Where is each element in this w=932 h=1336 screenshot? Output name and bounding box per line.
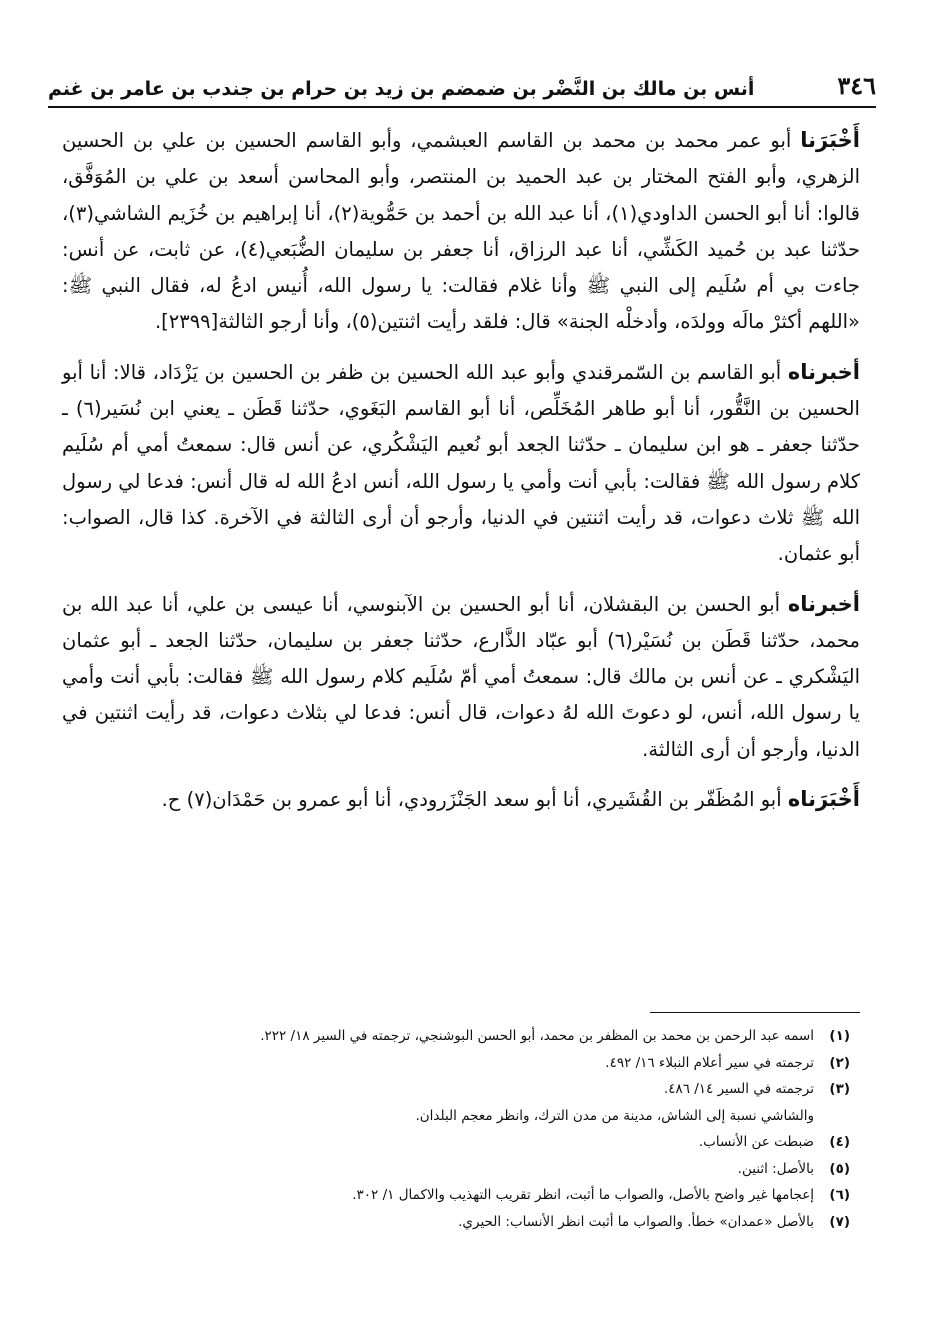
footnote-line: بالأصل «عمدان» خطأ. والصواب ما أثبت انظر الأنساب: الحيري.: [458, 1213, 814, 1230]
footnote-2: [62, 1050, 850, 1077]
footnote-line: بالأصل: اثنين.: [737, 1160, 814, 1177]
paragraph-body: أبو المُظَفّر بن القُشَيري، أنا أبو سعد الجَنْزَرودي، أنا أبو عمرو بن حَمْدَان(٧) ح.: [161, 788, 788, 812]
paragraph-lead: أخبرناه: [787, 359, 860, 384]
paragraph-lead: أَخْبَرَناه: [787, 787, 860, 812]
footnotes: [62, 1012, 860, 1235]
footnote-text: [62, 1129, 814, 1156]
paragraph-3: [62, 586, 860, 768]
paragraph-body: أبو عمر محمد بن محمد بن القاسم العبشمي، وأبو القاسم الحسين بن علي بن الحسين الزهري، وأبو الفتح المختار بن عبد الحميد بن المنتصر، وأبو المحاسن أسعد بن علي بن المُوَفَّق، قالوا: أنا أبو الحسن الداودي(١)، أنا عبد الله بن أحمد بن حَمُّوية(٢)، أنا إبراهيم بن خُزَيم الشاشي(٣)، حدّثنا عبد بن حُميد الكَشِّي، أنا عبد الرزاق، أنا جعفر بن سليمان الضُّبَعي(٤)، عن ثابت، عن أنس: جاءت بي أم سُلَيم إلى النبي ﷺ وأنا غلام فقالت: يا رسول الله، أُنيس ادعُ له، فقال النبي ﷺ: «اللهم أكثرْ مالَه وولدَه، وأدخلْه الجنة» قال: فلقد رأيت اثنتين(٥)، وأنا أرجو الثالثة[٢٣٩٩].: [62, 129, 860, 334]
footnote-divider: [650, 1012, 860, 1013]
footnote-text: [62, 1076, 814, 1129]
paragraph-2: [62, 354, 860, 573]
footnote-line: إعجامها غير واضح بالأصل، والصواب ما أثبت، انظر تقريب التهذيب والاكمال ١/ ٣٠٢.: [352, 1187, 814, 1203]
footnote-line: اسمه عبد الرحمن بن محمد بن المظفر بن محمد، أبو الحسن البوشنجي، ترجمته في السير ١٨/ ٢٢٢.: [260, 1028, 814, 1044]
paragraph-body: أبو القاسم بن السّمرقندي وأبو عبد الله الحسين بن ظفر بن الحسين بن يَزْدَاد، قالا: أنا أبو الحسين بن النَّقُّور، أنا أبو طاهر المُخَلِّص، أنا أبو القاسم البَغَوي، حدّثنا قَطَن ـ يعني ابن نُسَير(٦) ـ حدّثنا جعفر ـ هو ابن سليمان ـ حدّثنا الجعد أبو نُعيم اليَشْكُري، عن أنس قال: سمعتُ أمي أم سُلَيم كلام رسول الله ﷺ فقالت: بأبي أنت وأمي يا رسول الله، أنس ادعُ الله له قال أنس: فدعا لي رسول الله ﷺ ثلاث دعوات، قد رأيت اثنتين في الدنيا، وأرجو أن أرى الثالثة في الآخرة. كذا قال، الصواب: أبو عثمان.: [62, 360, 860, 566]
footnote-text: [62, 1156, 814, 1183]
footnote-5: [62, 1156, 850, 1183]
page-number: ٣٤٦: [837, 71, 876, 100]
footnote-1: [62, 1023, 850, 1050]
paragraph-lead: أَخْبَرَنا: [800, 128, 860, 152]
paragraph-body: أبو الحسن بن البقشلان، أنا أبو الحسين بن الآبنوسي، أنا عيسى بن علي، أنا عبد الله بن محمد، حدّثنا قَطَن بن نُسَيْر(٦) أبو عبّاد الذَّارع، حدّثنا جعفر بن سليمان، حدّثنا الجعد ـ أبو عثمان اليَشْكري ـ عن أنس بن مالك قال: سمعتُ أمي أمّ سُلَيم كلام رسول الله ﷺ فقالت: بأبي أنت وأمي يا رسول الله، أنس، لو دعوتَ الله لهُ دعوات، قال أنس: فدعا لي بثلاث دعوات، قد رأيت اثنتين في الدنيا، وأرجو أن أرى الثالثة.: [62, 592, 860, 761]
footnote-number: (٣): [829, 1081, 850, 1097]
footnote-7: [62, 1209, 850, 1236]
footnote-number: (١): [829, 1028, 850, 1044]
footnote-line: ترجمته في السير ١٤/ ٤٨٦.: [663, 1081, 814, 1097]
footnote-4: [62, 1129, 850, 1156]
running-title: أنس بن مالك بن النَّضْر بن ضمضم بن زيد بن حرام بن جندب بن عامر بن غنم: [48, 78, 755, 100]
footnote-6: [62, 1182, 850, 1209]
footnote-number: (٦): [829, 1187, 850, 1203]
paragraph-lead: أخبرناه: [787, 591, 860, 616]
footnote-line: ضبطت عن الأنساب.: [698, 1134, 814, 1150]
footnote-line: ترجمته في سير أعلام النبلاء ١٦/ ٤٩٢.: [605, 1054, 814, 1071]
footnote-3: [62, 1076, 850, 1129]
footnote-number: (٧): [829, 1213, 850, 1230]
footnote-list: [62, 1023, 860, 1235]
footnote-text: [62, 1209, 814, 1236]
footnote-line: والشاشي نسبة إلى الشاش، مدينة من مدن الترك، وانظر معجم البلدان.: [415, 1107, 814, 1124]
footnote-text: [62, 1050, 814, 1077]
footnote-text: [62, 1023, 814, 1050]
paragraph-1: [62, 122, 860, 341]
footnote-number: (٥): [829, 1160, 850, 1177]
footnote-text: [62, 1182, 814, 1209]
main-text: [62, 122, 860, 831]
paragraph-4: [62, 781, 860, 818]
footnote-number: (٢): [829, 1054, 850, 1071]
running-head: [48, 56, 876, 108]
footnote-number: (٤): [829, 1134, 850, 1150]
